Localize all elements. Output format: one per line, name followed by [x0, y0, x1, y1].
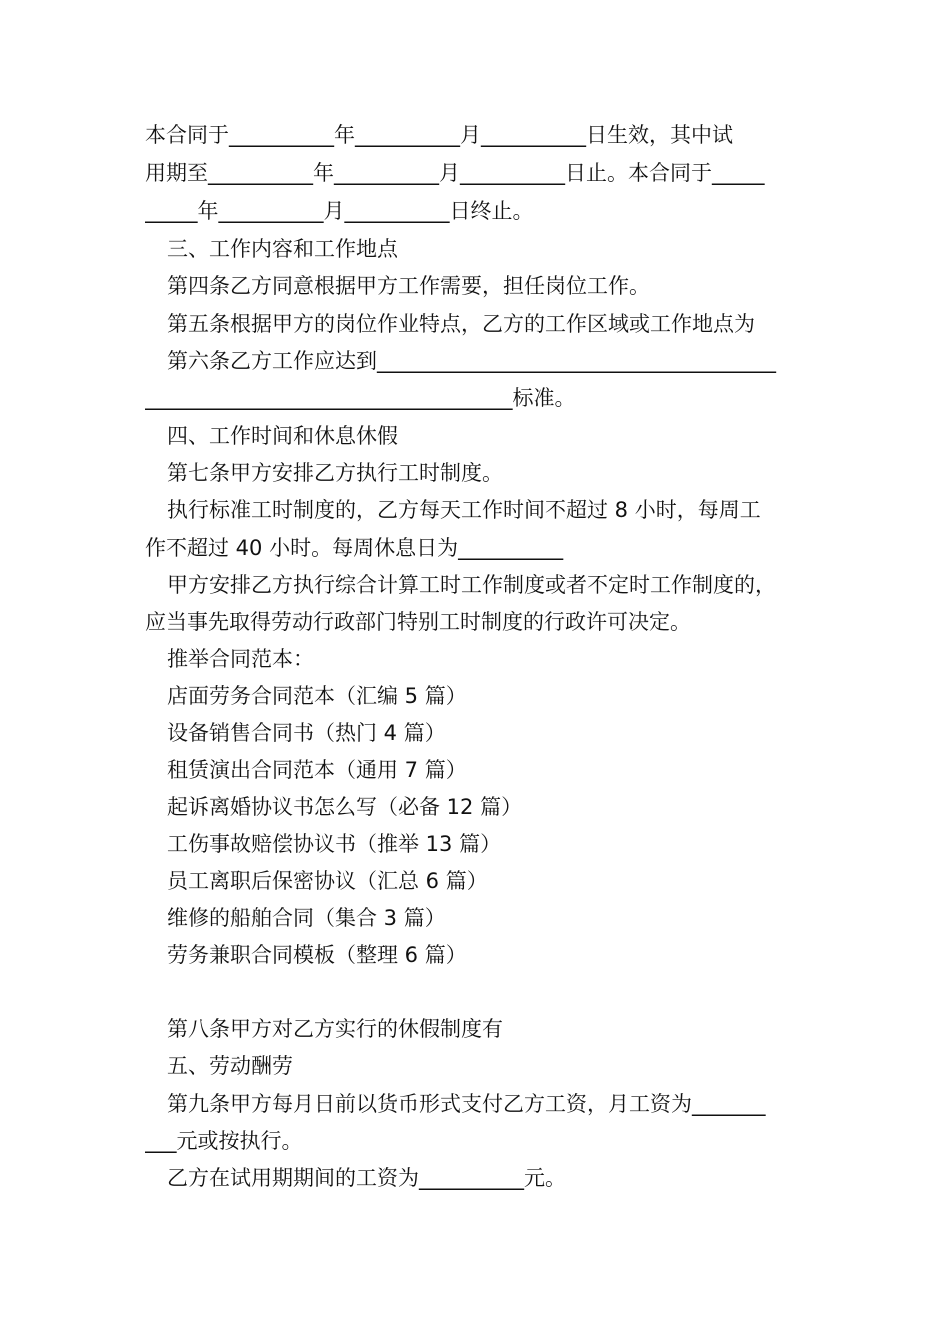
text-line: 第五条根据甲方的岗位作业特点，乙方的工作区域或工作地点为	[167, 312, 755, 336]
text-line: ___元或按执行。	[145, 1129, 303, 1153]
list-item: 设备销售合同书（热门 4 篇）	[167, 721, 446, 745]
text-line: 作不超过 40 小时。每周休息日为__________	[145, 536, 564, 560]
text-line: 第八条甲方对乙方实行的休假制度有	[167, 1017, 503, 1041]
list-item: 员工离职后保密协议（汇总 6 篇）	[167, 869, 488, 893]
text-line: 第九条甲方每月日前以货币形式支付乙方工资，月工资为_______	[167, 1092, 766, 1116]
text-line: 第四条乙方同意根据甲方工作需要，担任岗位工作。	[167, 274, 650, 298]
section-heading: 五、劳动酬劳	[167, 1054, 293, 1078]
text-line: 乙方在试用期期间的工资为__________元。	[167, 1166, 566, 1190]
section-heading: 四、工作时间和休息休假	[167, 424, 398, 448]
section-heading: 三、工作内容和工作地点	[167, 237, 398, 261]
text-line: 第六条乙方工作应达到______________________________________	[167, 349, 776, 373]
list-item: 租赁演出合同范本（通用 7 篇）	[167, 758, 467, 782]
text-line: 第七条甲方安排乙方执行工时制度。	[167, 461, 503, 485]
list-item: 维修的船舶合同（集合 3 篇）	[167, 906, 446, 930]
text-line: 执行标准工时制度的，乙方每天工作时间不超过 8 小时，每周工	[167, 498, 761, 522]
text-line: 应当事先取得劳动行政部门特别工时制度的行政许可决定。	[145, 610, 691, 634]
text-line: 用期至__________年__________月__________日止。本合同于_____	[145, 161, 765, 185]
text-line: 本合同于__________年__________月__________日生效，其中试	[145, 123, 733, 147]
text-line: ___________________________________标准。	[145, 386, 576, 410]
list-item: 工伤事故赔偿协议书（推举 13 篇）	[167, 832, 502, 856]
list-item: 店面劳务合同范本（汇编 5 篇）	[167, 684, 467, 708]
list-item: 劳务兼职合同模板（整理 6 篇）	[167, 943, 467, 967]
text-line: 推举合同范本：	[167, 647, 314, 671]
list-item: 起诉离婚协议书怎么写（必备 12 篇）	[167, 795, 523, 819]
text-line: 甲方安排乙方执行综合计算工时工作制度或者不定时工作制度的，	[167, 573, 776, 597]
text-line: _____年__________月__________日终止。	[145, 199, 534, 223]
